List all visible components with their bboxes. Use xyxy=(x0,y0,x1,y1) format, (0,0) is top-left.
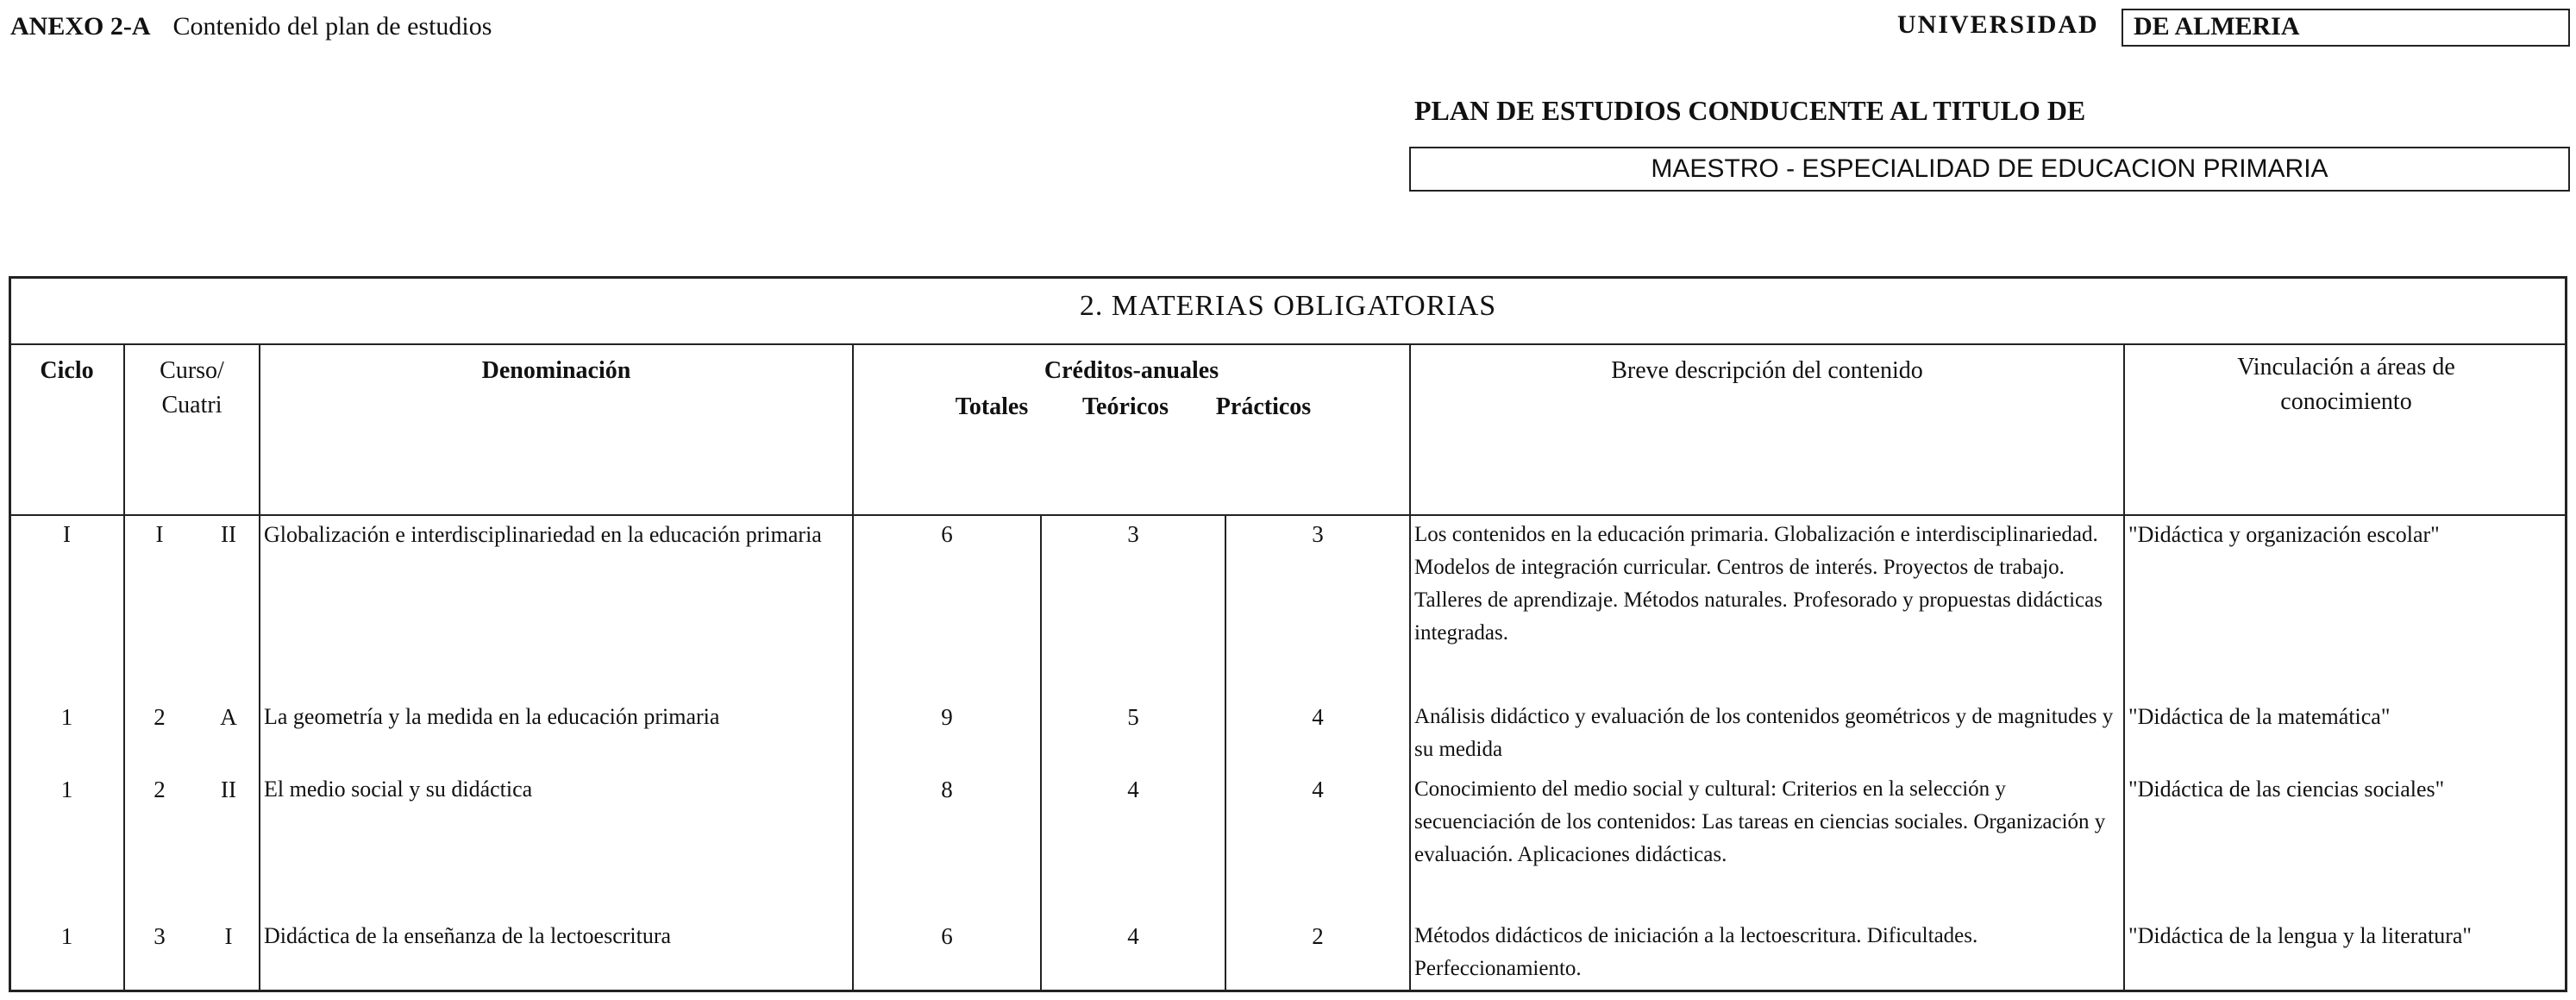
row-totales: 8 xyxy=(941,777,953,802)
degree-box: MAESTRO - ESPECIALIDAD DE EDUCACION PRIMARIA xyxy=(1409,147,2570,192)
col-header-totales: Totales xyxy=(955,393,1029,420)
row-denominacion: La geometría y la medida en la educación primaria xyxy=(264,704,720,729)
row-vinculacion: "Didáctica y organización escolar" xyxy=(2128,522,2440,547)
col-divider xyxy=(1225,514,1226,992)
row-cuatri: II xyxy=(221,521,236,547)
row-denominacion: El medio social y su didáctica xyxy=(264,777,533,802)
row-descripcion: Métodos didácticos de iniciación a la lectoescritura. Dificultades. Perfeccionamiento. xyxy=(1414,924,1978,980)
row-cuatri: II xyxy=(221,777,236,802)
row-practicos: 2 xyxy=(1312,923,1324,949)
header-divider xyxy=(9,514,2567,516)
col-header-curso-line1: Curso/ xyxy=(160,357,224,384)
title-divider xyxy=(9,343,2567,345)
row-descripcion: Análisis didáctico y evaluación de los contenidos geométricos y de magnitudes y su medida xyxy=(1414,705,2114,761)
row-totales: 6 xyxy=(941,923,953,949)
col-divider xyxy=(259,343,260,992)
section-title: 2. MATERIAS OBLIGATORIAS xyxy=(1079,290,1497,322)
col-header-ciclo: Ciclo xyxy=(40,357,94,384)
col-header-descripcion: Breve descripción del contenido xyxy=(1611,357,1923,384)
row-ciclo: 1 xyxy=(60,777,73,802)
row-ciclo: 1 xyxy=(60,923,73,949)
row-teoricos: 4 xyxy=(1127,777,1139,802)
row-teoricos: 5 xyxy=(1127,704,1139,730)
plan-title: PLAN DE ESTUDIOS CONDUCENTE AL TITULO DE xyxy=(1414,95,2086,126)
col-divider xyxy=(1040,514,1042,992)
row-totales: 9 xyxy=(941,704,953,730)
row-vinculacion: "Didáctica de la matemática" xyxy=(2128,704,2391,729)
row-cuatri: I xyxy=(224,923,233,949)
col-header-denominacion: Denominación xyxy=(481,357,631,384)
col-header-teoricos: Teóricos xyxy=(1081,393,1169,420)
row-practicos: 4 xyxy=(1312,704,1324,730)
row-cuatri: A xyxy=(220,704,237,730)
col-header-curso xyxy=(125,354,259,423)
row-ciclo: I xyxy=(63,521,71,547)
row-curso: 2 xyxy=(154,777,166,802)
row-practicos: 3 xyxy=(1312,521,1324,547)
row-descripcion: Conocimiento del medio social y cultural: Criterios en la selección y secuenciación de los contenidos: Las tareas en ciencias sociales. Organización y evaluación. Aplicaciones didácticas. xyxy=(1414,777,2106,866)
row-ciclo: 1 xyxy=(60,704,73,730)
row-curso: 2 xyxy=(154,704,166,730)
col-header-vinculacion xyxy=(2125,350,2567,419)
row-teoricos: 4 xyxy=(1127,923,1139,949)
col-divider xyxy=(1409,343,1411,992)
row-vinculacion: "Didáctica de la lengua y la literatura" xyxy=(2128,923,2473,948)
row-denominacion: Globalización e interdisciplinariedad en la educación primaria xyxy=(264,522,822,547)
annex-heading xyxy=(10,12,492,41)
col-header-curso-line2: Cuatri xyxy=(161,392,223,418)
row-totales: 6 xyxy=(941,521,953,547)
col-header-creditos: Créditos-anuales xyxy=(1044,357,1219,384)
row-curso: 3 xyxy=(154,923,166,949)
row-denominacion: Didáctica de la enseñanza de la lectoescritura xyxy=(264,923,672,948)
university-name-box: DE ALMERIA xyxy=(2122,9,2570,47)
col-divider xyxy=(2123,343,2125,992)
row-vinculacion: "Didáctica de las ciencias sociales" xyxy=(2128,777,2445,802)
university-label: UNIVERSIDAD xyxy=(1897,10,2099,39)
col-divider xyxy=(123,343,125,992)
annex-code: ANEXO 2-A xyxy=(10,12,151,41)
row-curso: I xyxy=(155,521,164,547)
col-header-vinculacion-line1: Vinculación a áreas de xyxy=(2237,354,2455,381)
col-divider xyxy=(852,343,854,992)
row-practicos: 4 xyxy=(1312,777,1324,802)
row-teoricos: 3 xyxy=(1127,521,1139,547)
annex-title: Contenido del plan de estudios xyxy=(172,12,492,41)
col-header-practicos: Prácticos xyxy=(1215,393,1312,420)
col-header-vinculacion-line2: conocimiento xyxy=(2280,388,2412,415)
row-descripcion: Los contenidos en la educación primaria. Globalización e interdisciplinariedad. Modelos de integración curricular. Centros de interés. Proyectos de trabajo. Talleres de aprendizaje. Métodos naturales. Profesorado y propuestas didácticas integradas. xyxy=(1414,523,2103,645)
